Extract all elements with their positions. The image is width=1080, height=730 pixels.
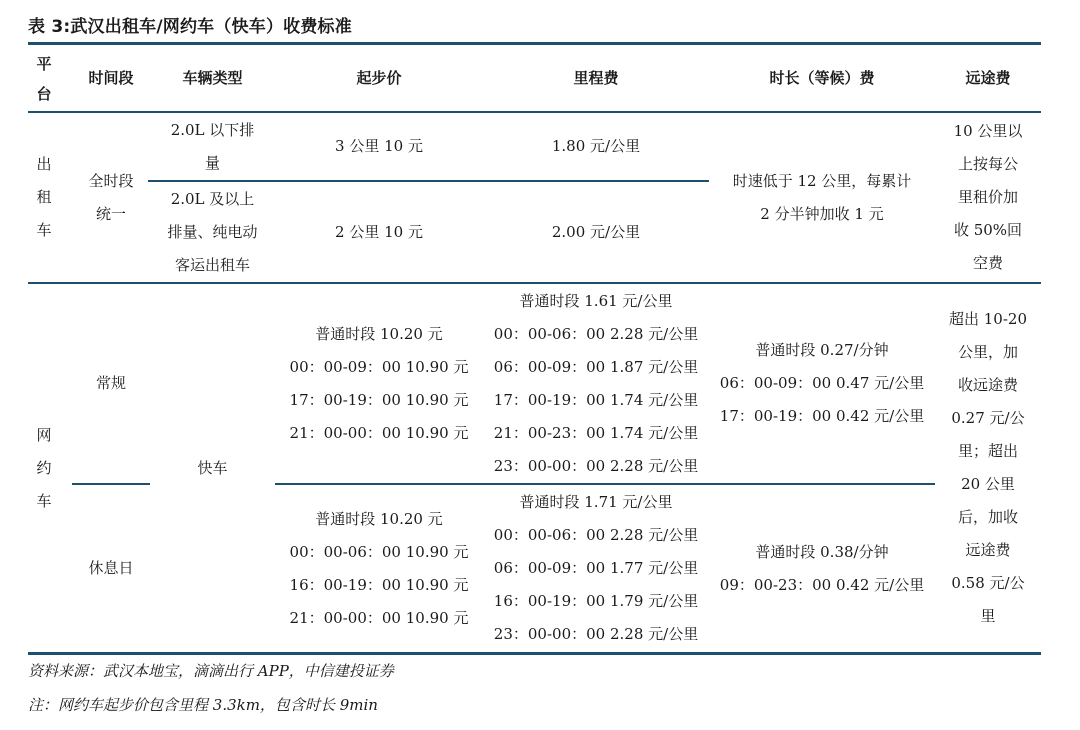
- taxi-row2-mileage: 2.00 元/公里: [551, 222, 641, 241]
- ridehail-regular-mileage: 普通时段 1.61 元/公里 00：00-06：00 2.28 元/公里 06：00-09：00 1.87 元/公里 17：00-19：00 1.74 元/公里 21：00-23：00 1.74 元/公里 23：00-00：00 2.28 元/公里: [493, 291, 699, 475]
- bottom-rule: [28, 652, 1041, 655]
- ridehail-regular-start-price: 普通时段 10.20 元 00：00-09：00 10.90 元 17：00-19：00 10.90 元 21：00-00：00 10.90 元: [289, 324, 469, 442]
- header-long-distance-fee: 远途费: [965, 69, 1011, 87]
- taxi-row2-vehicle: 2.0L 及以上 排量、纯电动 客运出租车: [167, 189, 258, 274]
- taxi-platform: 出 租 车: [36, 155, 52, 239]
- taxi-row1-mileage: 1.80 元/公里: [551, 137, 641, 155]
- top-rule: [28, 42, 1041, 45]
- source-note: 资料来源：武汉本地宝，滴滴出行 APP，中信建投证券: [28, 662, 394, 680]
- taxi-long-distance-fee: 10 公里以 上按每公 里租价加 收 50%回 空费: [953, 122, 1023, 272]
- taxi-row2-start-price: 2 公里 10 元: [335, 222, 423, 241]
- header-platform: 平 台: [36, 54, 52, 103]
- ridehail-regular-duration: 普通时段 0.27/分钟 06：00-09：00 0.47 元/公里 17：00-19：00 0.42 元/公里: [719, 341, 925, 425]
- taxi-row1-start-price: 3 公里 10 元: [335, 137, 423, 155]
- ridehail-holiday-time-period: 休息日: [88, 559, 134, 577]
- header-duration-fee: 时长（等候）费: [769, 69, 875, 87]
- header-mileage-fee: 里程费: [573, 69, 619, 87]
- taxi-time-period: 全时段 统一: [88, 171, 134, 223]
- header-vehicle-type: 车辆类型: [182, 69, 243, 87]
- taxi-row1-vehicle: 2.0L 以下排 量: [170, 120, 255, 172]
- ridehail-platform: 网 约 车: [36, 425, 52, 510]
- ridehail-vehicle: 快车: [197, 458, 228, 477]
- header-time-period: 时间段: [88, 69, 134, 87]
- table-title: 表 3:武汉出租车/网约车（快车）收费标准: [28, 17, 352, 37]
- ridehail-long-distance-fee: 超出 10-20 公里，加 收远途费 0.27 元/公 里；超出 20 公里 后，加收 远途费 0.58 元/公 里: [948, 310, 1027, 625]
- ridehail-holiday-start-price: 普通时段 10.20 元 00：00-06：00 10.90 元 16：00-19：00 10.90 元 21：00-00：00 10.90 元: [289, 509, 469, 627]
- ridehail-holiday-mileage: 普通时段 1.71 元/公里 00：00-06：00 2.28 元/公里 06：00-09：00 1.77 元/公里 16：00-19：00 1.79 元/公里 23：00-00：00 2.28 元/公里: [493, 493, 699, 643]
- taxi-duration-fee: 时速低于 12 公里，每累计 2 分半钟加收 1 元: [732, 171, 912, 223]
- footnote: 注：网约车起步价包含里程 3.3km，包含时长 9min: [28, 696, 378, 714]
- header-start-price: 起步价: [356, 69, 402, 87]
- ridehail-holiday-duration: 普通时段 0.38/分钟 09：00-23：00 0.42 元/公里: [719, 542, 925, 594]
- ridehail-regular-time-period: 常规: [95, 374, 126, 392]
